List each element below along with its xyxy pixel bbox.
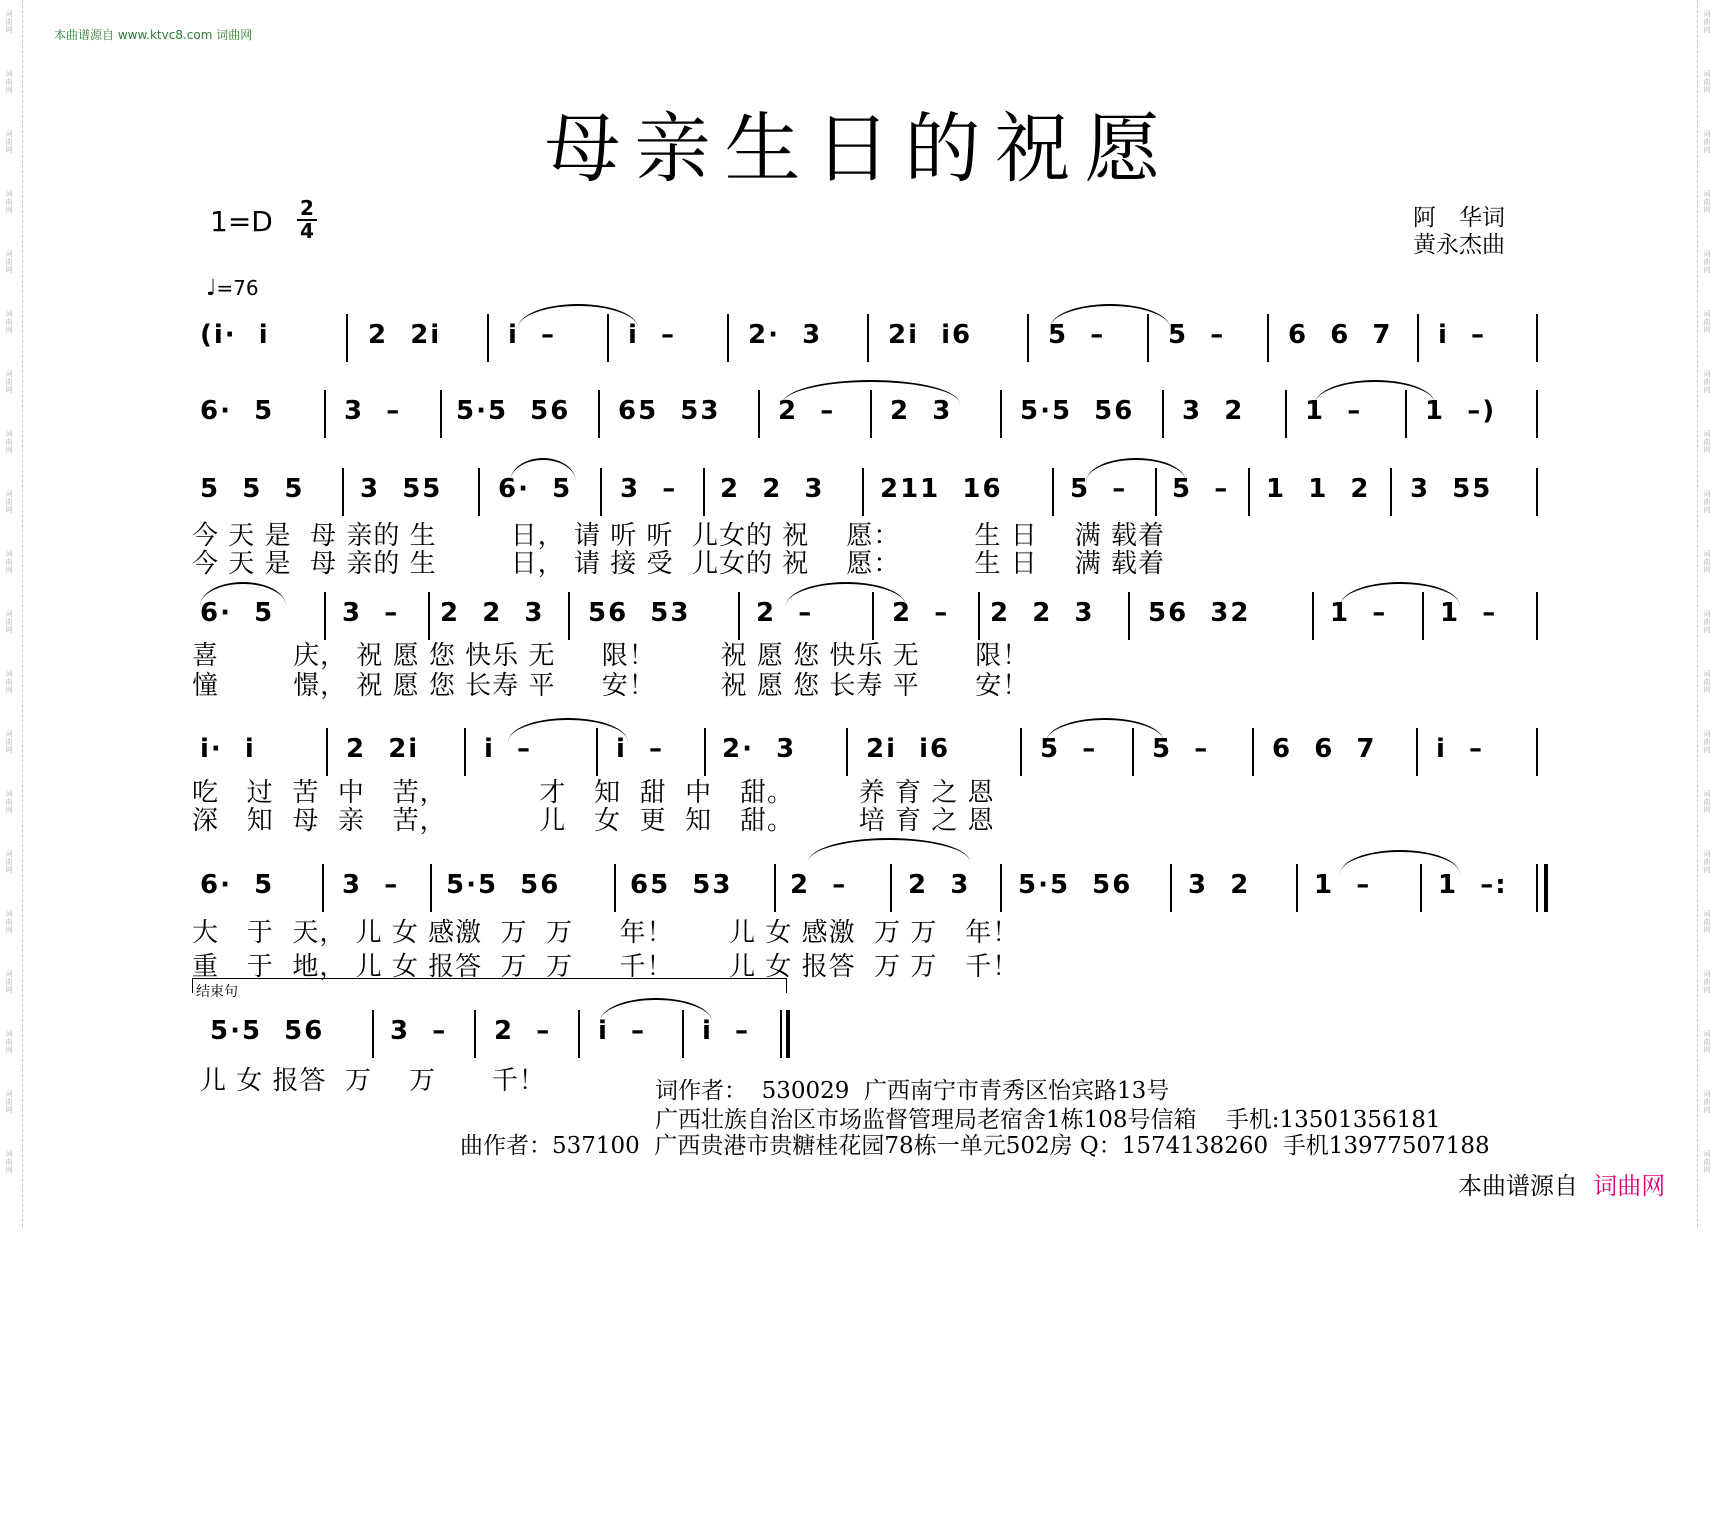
barline	[1248, 468, 1250, 516]
measure: 56 32	[1148, 598, 1251, 628]
watermark-text: 词曲网	[5, 1030, 13, 1054]
measure: 65 53	[630, 870, 733, 900]
measure: 5 –	[1048, 320, 1106, 350]
measure: i –	[628, 320, 677, 350]
score-row	[200, 320, 1540, 356]
watermark-text: 词曲网	[1703, 490, 1711, 514]
barline	[1128, 592, 1130, 640]
score-row	[200, 870, 1540, 906]
measure: 5 –	[1070, 474, 1128, 504]
measure: 5·5 56	[456, 396, 571, 426]
repeat-end-barline	[1544, 864, 1548, 912]
watermark-text: 词曲网	[1703, 10, 1711, 34]
watermark-text: 词曲网	[5, 610, 13, 634]
measure: 6 6 7	[1288, 320, 1393, 350]
measure: 3 –	[342, 598, 400, 628]
barline	[846, 728, 848, 776]
watermark-text: 词曲网	[1703, 790, 1711, 814]
watermark-text: 词曲网	[1703, 550, 1711, 574]
watermark-text: 词曲网	[1703, 670, 1711, 694]
measure: 2 –	[494, 1016, 552, 1046]
barline	[1027, 314, 1029, 362]
measure: 5 –	[1172, 474, 1230, 504]
measure: 3 2	[1182, 396, 1245, 426]
measure: 2 3	[908, 870, 971, 900]
barline	[430, 864, 432, 912]
measure: 5 –	[1168, 320, 1226, 350]
measure: 3 55	[1410, 474, 1493, 504]
barline	[598, 390, 600, 438]
barline	[326, 728, 328, 776]
barline	[322, 864, 324, 912]
barline	[1536, 468, 1538, 516]
lyricist-credit: 阿 华词	[1413, 205, 1505, 231]
tempo-marking	[206, 276, 259, 301]
barline	[614, 864, 616, 912]
watermark-text: 词曲网	[1703, 1150, 1711, 1174]
slur	[808, 838, 970, 862]
barline	[1312, 592, 1314, 640]
footer-brand-link[interactable]: 词曲网	[1593, 1172, 1666, 1200]
measure: 6· 5	[498, 474, 573, 504]
barline	[867, 314, 869, 362]
measure: i –	[508, 320, 557, 350]
barline	[324, 592, 326, 640]
score-row	[200, 474, 1540, 510]
barline	[1296, 864, 1298, 912]
watermark-text: 词曲网	[5, 850, 13, 874]
lyricist-address-line2: 广西壮族自治区市场监督管理局老宿舍1栋108号信箱 手机:13501356181	[655, 1107, 1441, 1133]
watermark-text: 词曲网	[1703, 310, 1711, 334]
slur	[1340, 582, 1460, 606]
watermark-text: 词曲网	[5, 190, 13, 214]
final-barline	[786, 1010, 790, 1058]
watermark-text: 词曲网	[5, 730, 13, 754]
watermark-text: 词曲网	[5, 250, 13, 274]
watermark-text: 词曲网	[5, 670, 13, 694]
watermark-text: 词曲网	[1703, 370, 1711, 394]
measure: 2 3	[890, 396, 953, 426]
barline	[1417, 314, 1419, 362]
barline	[738, 592, 740, 640]
measure: 5 5 5	[200, 474, 305, 504]
watermark-text: 词曲网	[1703, 970, 1711, 994]
measure: 2 –	[892, 598, 950, 628]
measure: 5·5 56	[1018, 870, 1133, 900]
measure: 3 55	[360, 474, 443, 504]
slur	[1315, 380, 1435, 404]
barline	[727, 314, 729, 362]
lyricist-address-line1: 词作者： 530029 广西南宁市青秀区怡宾路13号	[655, 1078, 1170, 1104]
lyrics-verse-1: 喜 庆， 祝 愿 您 快乐 无 限！ 祝 愿 您 快乐 无 限！	[192, 641, 1030, 671]
score-row	[200, 734, 1540, 770]
measure: 1 –	[1330, 598, 1388, 628]
footer-source-prefix: 本曲谱源自	[1458, 1172, 1578, 1200]
measure: 2 2i	[346, 734, 420, 764]
measure: 2i i6	[866, 734, 951, 764]
barline	[1252, 728, 1254, 776]
lyrics-verse-2: 今 天 是 母 亲的 生 日， 请 接 受 儿女的 祝 愿： 生 日 满 载着	[192, 549, 1166, 579]
measure: 2· 3	[748, 320, 823, 350]
barline	[440, 390, 442, 438]
header-source-text: 本曲谱源自 www.ktvc8.com 词曲网	[54, 28, 253, 42]
measure: 5 –	[1040, 734, 1098, 764]
quarter-note-icon: ♩	[206, 276, 217, 301]
barline	[1536, 314, 1538, 362]
measure: 3 –	[342, 870, 400, 900]
barline	[1020, 728, 1022, 776]
watermark-text: 词曲网	[1703, 430, 1711, 454]
measure: 2 2 3	[990, 598, 1095, 628]
slur	[1046, 718, 1164, 742]
watermark-text: 词曲网	[1703, 1030, 1711, 1054]
watermark-text: 词曲网	[1703, 730, 1711, 754]
measure: 1 –	[1440, 598, 1498, 628]
measure: 2 2i	[368, 320, 442, 350]
watermark-text: 词曲网	[1703, 910, 1711, 934]
watermark-text: 词曲网	[1703, 250, 1711, 274]
watermark-text: 词曲网	[1703, 850, 1711, 874]
slur	[782, 380, 960, 404]
measure: 5 –	[1152, 734, 1210, 764]
barline	[780, 1010, 782, 1058]
watermark-text: 词曲网	[5, 1150, 13, 1174]
lyrics-verse-1: 大 于 天， 儿 女 感激 万 万 年！ 儿 女 感激 万 万 年！	[192, 918, 1020, 948]
composer-credit: 黄永杰曲	[1413, 232, 1505, 258]
slur	[600, 998, 712, 1022]
measure: i –	[484, 734, 533, 764]
credits	[1413, 205, 1505, 259]
barline	[1536, 592, 1538, 640]
slur	[1340, 850, 1460, 874]
coda-label: 结束句	[196, 984, 238, 1000]
watermark-text: 词曲网	[1703, 70, 1711, 94]
slur	[508, 718, 628, 742]
measure: 1 –	[1305, 396, 1363, 426]
footer-source	[1458, 1166, 1665, 1201]
lyrics-verse-1: 今 天 是 母 亲的 生 日， 请 听 听 儿女的 祝 愿： 生 日 满 载着	[192, 521, 1166, 551]
measure: 6 6 7	[1272, 734, 1377, 764]
barline	[568, 592, 570, 640]
measure: 5·5 56	[446, 870, 561, 900]
barline	[703, 468, 705, 516]
barline	[428, 592, 430, 640]
measure: 2i i6	[888, 320, 973, 350]
watermark-text: 词曲网	[5, 70, 13, 94]
slur	[510, 458, 576, 482]
barline	[1390, 468, 1392, 516]
barline	[1416, 728, 1418, 776]
barline	[890, 864, 892, 912]
measure: 2 2 3	[720, 474, 825, 504]
barline	[478, 468, 480, 516]
measure: 6· 5	[200, 598, 275, 628]
measure: 6· 5	[200, 396, 275, 426]
barline	[1267, 314, 1269, 362]
barline	[704, 728, 706, 776]
measure: 5·5 56	[1020, 396, 1135, 426]
watermark-text: 词曲网	[5, 10, 13, 34]
key-signature: 1=D	[210, 205, 273, 238]
measure: i –	[1436, 734, 1485, 764]
watermark-text: 词曲网	[1703, 610, 1711, 634]
barline	[1162, 390, 1164, 438]
barline	[474, 1010, 476, 1058]
barline	[346, 314, 348, 362]
measure: 3 2	[1188, 870, 1251, 900]
measure: 3 –	[390, 1016, 448, 1046]
measure: 2 –	[778, 396, 836, 426]
barline	[758, 390, 760, 438]
watermark-text: 词曲网	[5, 130, 13, 154]
watermark-text: 词曲网	[1703, 190, 1711, 214]
measure: 2· 3	[722, 734, 797, 764]
measure: (i· i	[200, 320, 270, 350]
time-signature-bottom: 4	[300, 219, 314, 243]
watermark-text: 词曲网	[5, 790, 13, 814]
barline	[600, 468, 602, 516]
measure: 6· 5	[200, 870, 275, 900]
measure: 56 53	[588, 598, 691, 628]
barline	[1000, 864, 1002, 912]
measure: 3 –	[620, 474, 678, 504]
slur	[1086, 458, 1186, 482]
barline	[1000, 390, 1002, 438]
measure: 65 53	[618, 396, 721, 426]
song-title: 母亲生日的祝愿	[544, 104, 1175, 193]
lyrics-verse-1: 吃 过 苦 中 苦， 才 知 甜 中 甜。 养 育 之 恩	[192, 778, 995, 808]
measure: i· i	[200, 734, 256, 764]
watermark-text: 词曲网	[5, 910, 13, 934]
watermark-text: 词曲网	[1703, 130, 1711, 154]
watermark-text: 词曲网	[5, 1090, 13, 1114]
barline	[1170, 864, 1172, 912]
measure: 5·5 56	[210, 1016, 325, 1046]
measure: i –	[616, 734, 665, 764]
barline	[1285, 390, 1287, 438]
measure: 1 –)	[1425, 396, 1497, 426]
measure: i –	[1438, 320, 1487, 350]
slur	[1050, 304, 1170, 328]
measure: 2 2 3	[440, 598, 545, 628]
measure: 1 1 2	[1266, 474, 1371, 504]
barline	[324, 390, 326, 438]
lyrics-verse-2: 重 于 地， 儿 女 报答 万 万 千！ 儿 女 报答 万 万 千！	[192, 952, 1020, 982]
watermark-text: 词曲网	[5, 970, 13, 994]
coda-lyrics: 儿 女 报答 万 万 千！	[200, 1066, 546, 1096]
barline	[487, 314, 489, 362]
barline	[978, 592, 980, 640]
tempo-value: =76	[216, 276, 259, 300]
coda-row	[210, 1016, 810, 1052]
watermark-text: 词曲网	[5, 310, 13, 334]
lyrics-verse-2: 憧 憬， 祝 愿 您 长寿 平 安！ 祝 愿 您 长寿 平 安！	[192, 671, 1030, 701]
composer-address: 曲作者：537100 广西贵港市贵糖桂花园78栋一单元502房 Q：1574138260 手机13977507188	[460, 1133, 1490, 1159]
watermark-text: 词曲网	[5, 550, 13, 574]
measure: 1 –:	[1438, 870, 1508, 900]
watermark-text: 词曲网	[5, 430, 13, 454]
barline	[1052, 468, 1054, 516]
measure: 2 –	[790, 870, 848, 900]
measure: 2 –	[756, 598, 814, 628]
watermark-text: 词曲网	[5, 490, 13, 514]
slur	[518, 304, 638, 328]
barline	[578, 1010, 580, 1058]
measure: i –	[598, 1016, 647, 1046]
measure: i –	[702, 1016, 751, 1046]
time-signature	[296, 198, 318, 242]
measure: 3 –	[344, 396, 402, 426]
barline	[372, 1010, 374, 1058]
time-signature-top: 2	[300, 196, 314, 220]
coda-bracket	[192, 978, 787, 993]
measure: 211 16	[880, 474, 1003, 504]
barline	[1536, 390, 1538, 438]
measure: 1 –	[1314, 870, 1372, 900]
barline	[1536, 864, 1538, 912]
watermark-text: 词曲网	[1703, 1090, 1711, 1114]
barline	[774, 864, 776, 912]
slur	[786, 582, 906, 606]
barline	[862, 468, 864, 516]
lyrics-verse-2: 深 知 母 亲 苦， 儿 女 更 知 甜。 培 育 之 恩	[192, 806, 995, 836]
watermark-text: 词曲网	[5, 370, 13, 394]
barline	[1536, 728, 1538, 776]
barline	[342, 468, 344, 516]
barline	[464, 728, 466, 776]
